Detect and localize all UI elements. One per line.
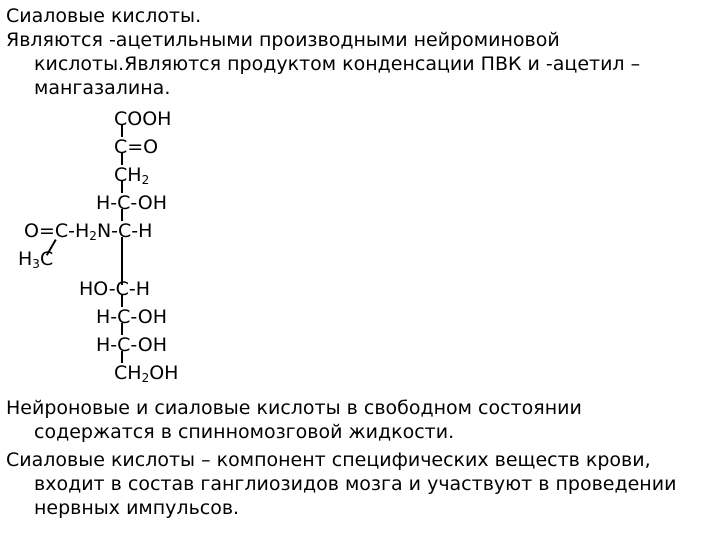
para2-line-2: содержатся в спинномозговой жидкости. bbox=[34, 421, 455, 443]
title-line: Сиаловые кислоты. bbox=[6, 5, 202, 27]
intro-line-1: Являются -ацетильными производными нейроминовой bbox=[6, 29, 560, 51]
hcoh-group-1: H-C-OH bbox=[96, 192, 168, 214]
h3c-group: $H_3C$ bbox=[18, 248, 54, 271]
para3-line-2: входит в состав ганглиозидов мозга и участвуют в проведении bbox=[34, 473, 677, 495]
intro-line-2: кислоты.Являются продуктом конденсации ПВК и -ацетил – bbox=[34, 53, 641, 75]
sialic-acid-structural-formula bbox=[0, 108, 400, 392]
para3-line-3: нервных импульсов. bbox=[34, 497, 240, 519]
paragraph-2 bbox=[6, 396, 706, 444]
ch2-group: $CH_2$ bbox=[114, 164, 150, 187]
para3-line-1: Сиаловые кислоты – компонент специфических веществ крови, bbox=[6, 449, 651, 471]
intro-line-3: мангазалина. bbox=[34, 77, 171, 99]
paragraph-3 bbox=[6, 448, 706, 520]
ch2oh-group: $CH_2OH$ bbox=[114, 362, 179, 385]
hcoh-group-3: H-C-OH bbox=[96, 334, 168, 356]
intro-paragraph bbox=[6, 4, 706, 100]
carbonyl-group: C=O bbox=[114, 136, 159, 158]
hcoh-group-2: H-C-OH bbox=[96, 306, 168, 328]
cooh-group: COOH bbox=[114, 108, 172, 130]
amide-group: $O=C-H_2N-C-H$ bbox=[24, 220, 153, 243]
para2-line-1: Нейроновые и сиаловые кислоты в свободном состоянии bbox=[6, 397, 582, 419]
hoch-group: HO-C-H bbox=[79, 278, 151, 300]
